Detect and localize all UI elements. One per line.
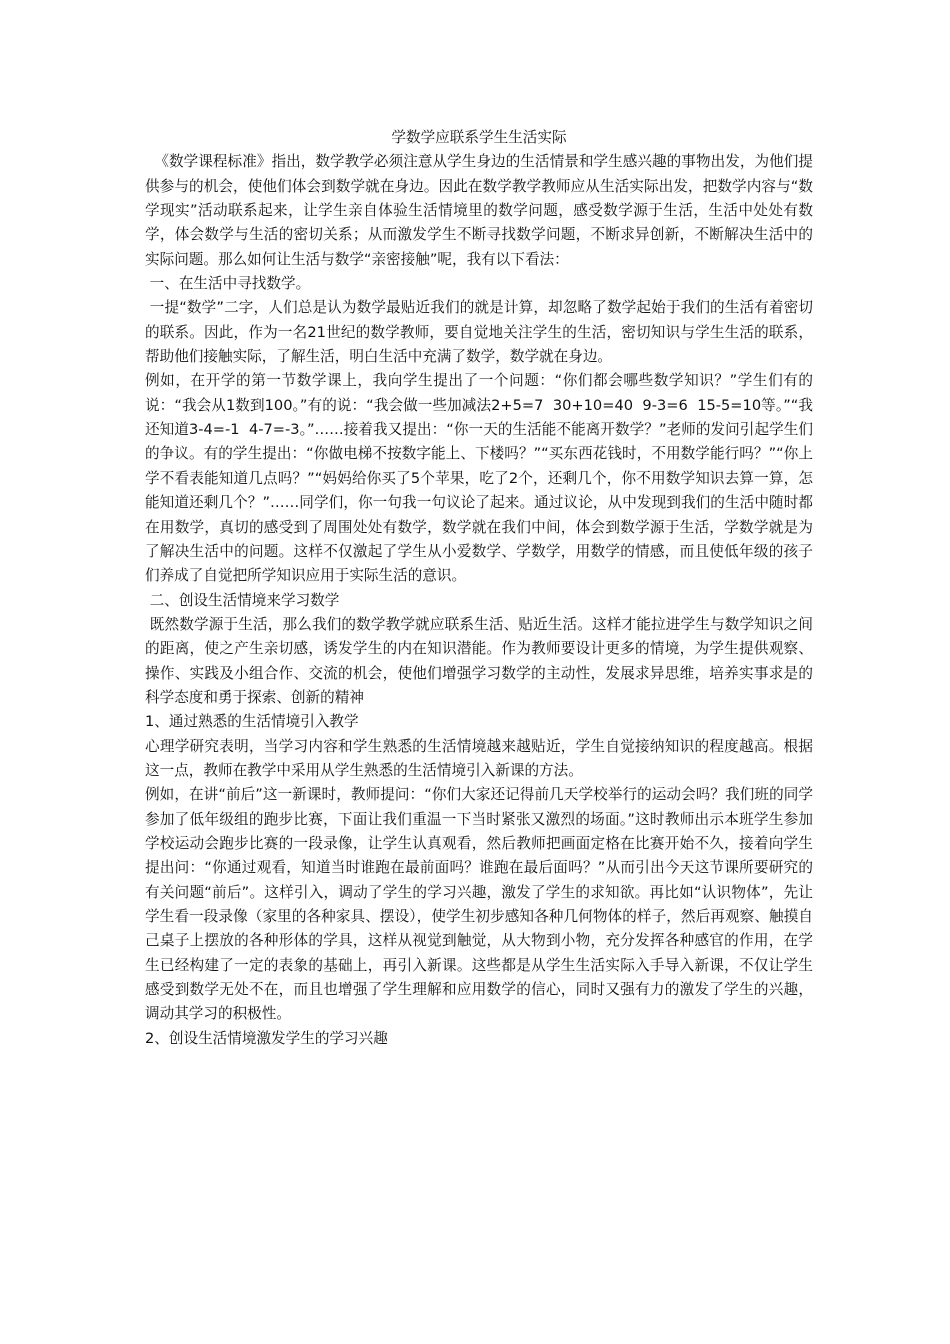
subsection-heading-1: 1、通过熟悉的生活情境引入教学	[145, 713, 359, 731]
subsection-1-paragraph: 心理学研究表明，当学习内容和学生熟悉的生活情境越来越贴近，学生自觉接纳知识的程度越高。根据这一点，教师在教学中采用从学生熟悉的生活情境引入新课的方法。	[145, 737, 813, 779]
section-heading-2: 二、创设生活情境来学习数学	[145, 591, 340, 609]
section-heading-1: 一、在生活中寻找数学。	[145, 275, 311, 293]
section-1-paragraph: 一提“数学”二字，人们总是认为数学最贴近我们的就是计算，却忽略了数学起始于我们的生活有着密切的联系。因此，作为一名21世纪的数学教师，要自觉地关注学生的生活，密切知识与学生生活的联系，帮助他们接触实际，了解生活，明白生活中充满了数学，数学就在身边。	[145, 299, 813, 366]
subsection-heading-2: 2、创设生活情境激发学生的学习兴趣	[145, 1029, 388, 1047]
section-1-example-paragraph: 例如，在开学的第一节数学课上，我向学生提出了一个问题：“你们都会哪些数学知识？”学生们有的说：“我会从1数到100。”有的说：“我会做一些加减法2+5=7 30+10=40 9-3=6 15-5=10等。”“我还知道3-4=-1 4-7=-3。”……接着我又提出：“你一天的生活能不能离开数学？”老师的发问引起学生们的争议。有的学生提出：“你做电梯不按数字能上、下楼吗？”“买东西花钱时，不用数学能行吗？”“你上学不看表能知道几点吗？”“妈妈给你买了5个苹果，吃了2个，还剩几个，你不用数学知识去算一算，怎能知道还剩几个？”……同学们，你一句我一句议论了起来。通过议论，从中发现到我们的生活中随时都在用数学，真切的感受到了周围处处有数学，数学就在我们中间，体会到数学源于生活，学数学就是为了解决生活中的问题。这样不仅激起了学生从小爱数学、学数学，用数学的情感，而且使低年级的孩子们养成了自觉把所学知识应用于实际生活的意识。	[145, 372, 813, 585]
section-2-paragraph: 既然数学源于生活，那么我们的数学教学就应联系生活、贴近生活。这样才能拉进学生与数学知识之间的距离，使之产生亲切感，诱发学生的内在知识潜能。作为教师要设计更多的情境，为学生提供观察、操作、实践及小组合作、交流的机会，使他们增强学习数学的主动性，发展求异思维，培养实事求是的科学态度和勇于探索、创新的精神	[145, 615, 813, 706]
intro-paragraph: 《数学课程标准》指出，数学教学必须注意从学生身边的生活情景和学生感兴趣的事物出发，为他们提供参与的机会，使他们体会到数学就在身边。因此在数学教学教师应从生活实际出发，把数学内容与“数学现实”活动联系起来，让学生亲自体验生活情境里的数学问题，感受数学源于生活，生活中处处有数学，体会数学与生活的密切关系；从而激发学生不断寻找数学问题，不断求异创新，不断解决生活中的实际问题。那么如何让生活与数学“亲密接触”呢，我有以下看法：	[145, 153, 813, 268]
subsection-1-example-paragraph: 例如，在讲“前后”这一新课时，教师提问：“你们大家还记得前几天学校举行的运动会吗？我们班的同学参加了低年级组的跑步比赛，下面让我们重温一下当时紧张又激烈的场面。”这时教师出示本班学生参加学校运动会跑步比赛的一段录像，让学生认真观看，然后教师把画面定格在比赛开始不久，接着向学生提出问：“你通过观看，知道当时谁跑在最前面吗？谁跑在最后面吗？”从而引出今天这节课所要研究的有关问题“前后”。这样引入，调动了学生的学习兴趣，激发了学生的求知欲。再比如“认识物体”，先让学生看一段录像（家里的各种家具、摆设），使学生初步感知各种几何物体的样子，然后再观察、触摸自己桌子上摆放的各种形体的学具，这样从视觉到触觉，从大物到小物，充分发挥各种感官的作用，在学生已经构建了一定的表象的基础上，再引入新课。这些都是从学生生活实际入手导入新课，不仅让学生感受到数学无处不在，而且也增强了学生理解和应用数学的信心，同时又强有力的激发了学生的兴趣，调动其学习的积极性。	[145, 786, 813, 1023]
document-title: 学数学应联系学生生活实际	[391, 129, 567, 146]
document-page	[145, 126, 813, 1051]
